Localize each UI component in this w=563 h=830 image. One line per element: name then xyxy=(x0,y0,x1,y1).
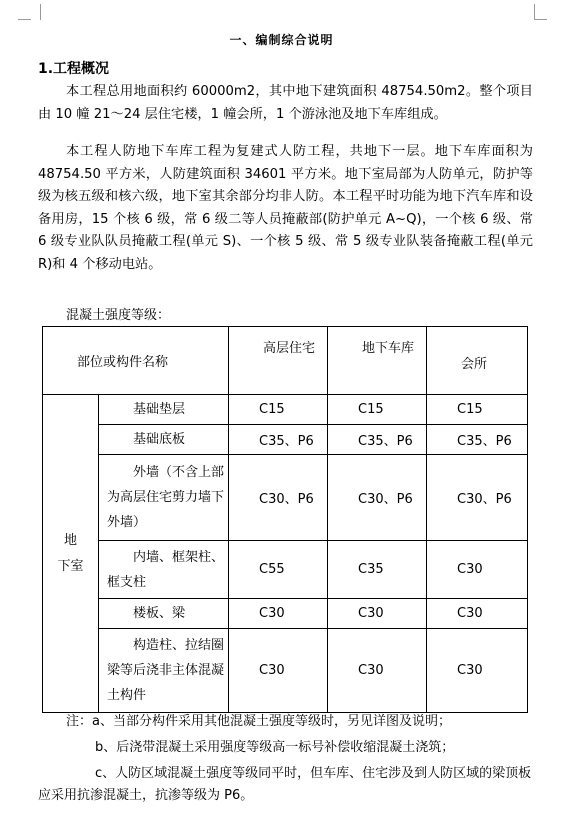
row-value: C30、P6 xyxy=(229,455,328,541)
row-value: C30 xyxy=(427,629,528,713)
table-row xyxy=(43,629,528,713)
row-part: 外墙（不含上部为高层住宅剪力墙下外墙） xyxy=(99,455,229,541)
row-value: C35、P6 xyxy=(328,425,427,455)
concrete-strength-table xyxy=(42,326,528,713)
table-row xyxy=(43,599,528,629)
row-value: C35 xyxy=(328,541,427,599)
row-value: C35、P6 xyxy=(229,425,328,455)
section-title: 1.工程概况 xyxy=(38,61,110,77)
crop-mark-top-left-horizontal xyxy=(18,19,31,20)
note-c: c、人防区域混凝土强度等级同平时，但车库、住宅涉及到人防区域的梁顶板应采用抗渗混凝土，抗渗等级为 P6。 xyxy=(38,766,532,803)
note-a: 注：a、当部分构件采用其他混凝土强度等级时，另见详图及说明； xyxy=(66,714,451,729)
document-heading: 一、编制综合说明 xyxy=(229,33,334,47)
row-value: C15 xyxy=(427,395,528,425)
row-part: 内墙、框架柱、框支柱 xyxy=(99,541,229,599)
row-value: C30 xyxy=(229,629,328,713)
header-high-rise xyxy=(229,327,328,395)
header-clubhouse-text: 会所 xyxy=(461,357,488,372)
row-value: C30 xyxy=(427,599,528,629)
row-value: C15 xyxy=(328,395,427,425)
header-garage xyxy=(328,327,427,395)
table-row xyxy=(43,455,528,541)
header-part-name: 部位或构件名称 xyxy=(43,327,229,395)
group-label-basement xyxy=(43,395,99,713)
header-high-rise-text: 高层住宅 xyxy=(263,341,316,356)
row-value: C30 xyxy=(328,629,427,713)
group-label-line1: 地 xyxy=(63,532,77,548)
row-part: 基础底板 xyxy=(99,425,229,455)
crop-mark-top-right-horizontal xyxy=(534,19,547,20)
row-value: C35、P6 xyxy=(427,425,528,455)
row-value: C30 xyxy=(328,599,427,629)
row-value: C30、P6 xyxy=(427,455,528,541)
note-b: b、后浇带混凝土采用强度等级高一标号补偿收缩混凝土浇筑； xyxy=(95,740,455,755)
table-row xyxy=(43,395,528,425)
row-part: 构造柱、拉结圈梁等后浇非主体混凝土构件 xyxy=(99,629,229,713)
header-garage-text: 地下车库 xyxy=(362,341,415,356)
row-value: C30 xyxy=(229,599,328,629)
civil-defense-paragraph: 本工程人防地下车库工程为复建式人防工程，共地下一层。地下车库面积为 48754.50 平方米，人防建筑面积 34601 平方米。地下室局部为人防单元，防护等级为核五级和核六级，地下室其余部分均非人防。本工程平时功能为地下汽车库和设备用房，15 个核 6 级，常 6 级二等人员掩蔽部(防护单元 A~Q)，一个核 6 级、常 6 级专业队队员掩蔽工程(单元 S)、一个核 5 级、常 5 级专业队装备掩蔽工程(单元 R)和 4 个移动电站。 xyxy=(38,144,533,272)
table-row xyxy=(43,541,528,599)
table-caption: 混凝土强度等级： xyxy=(66,308,171,323)
row-value: C30 xyxy=(427,541,528,599)
crop-mark-top-left xyxy=(30,4,41,20)
header-clubhouse xyxy=(427,327,528,395)
table-header-row xyxy=(43,327,528,395)
group-label-line2: 下室 xyxy=(57,558,84,574)
row-part: 基础垫层 xyxy=(99,395,229,425)
row-part: 楼板、梁 xyxy=(99,599,229,629)
row-value: C30、P6 xyxy=(328,455,427,541)
table-row xyxy=(43,425,528,455)
row-value: C15 xyxy=(229,395,328,425)
row-value: C55 xyxy=(229,541,328,599)
project-overview-paragraph: 本工程总用地面积约 60000m2，其中地下建筑面积 48754.50m2。整个项目由 10 幢 21～24 层住宅楼，1 幢会所，1 个游泳池及地下车库组成。 xyxy=(38,84,533,122)
crop-mark-top-right xyxy=(534,4,545,20)
